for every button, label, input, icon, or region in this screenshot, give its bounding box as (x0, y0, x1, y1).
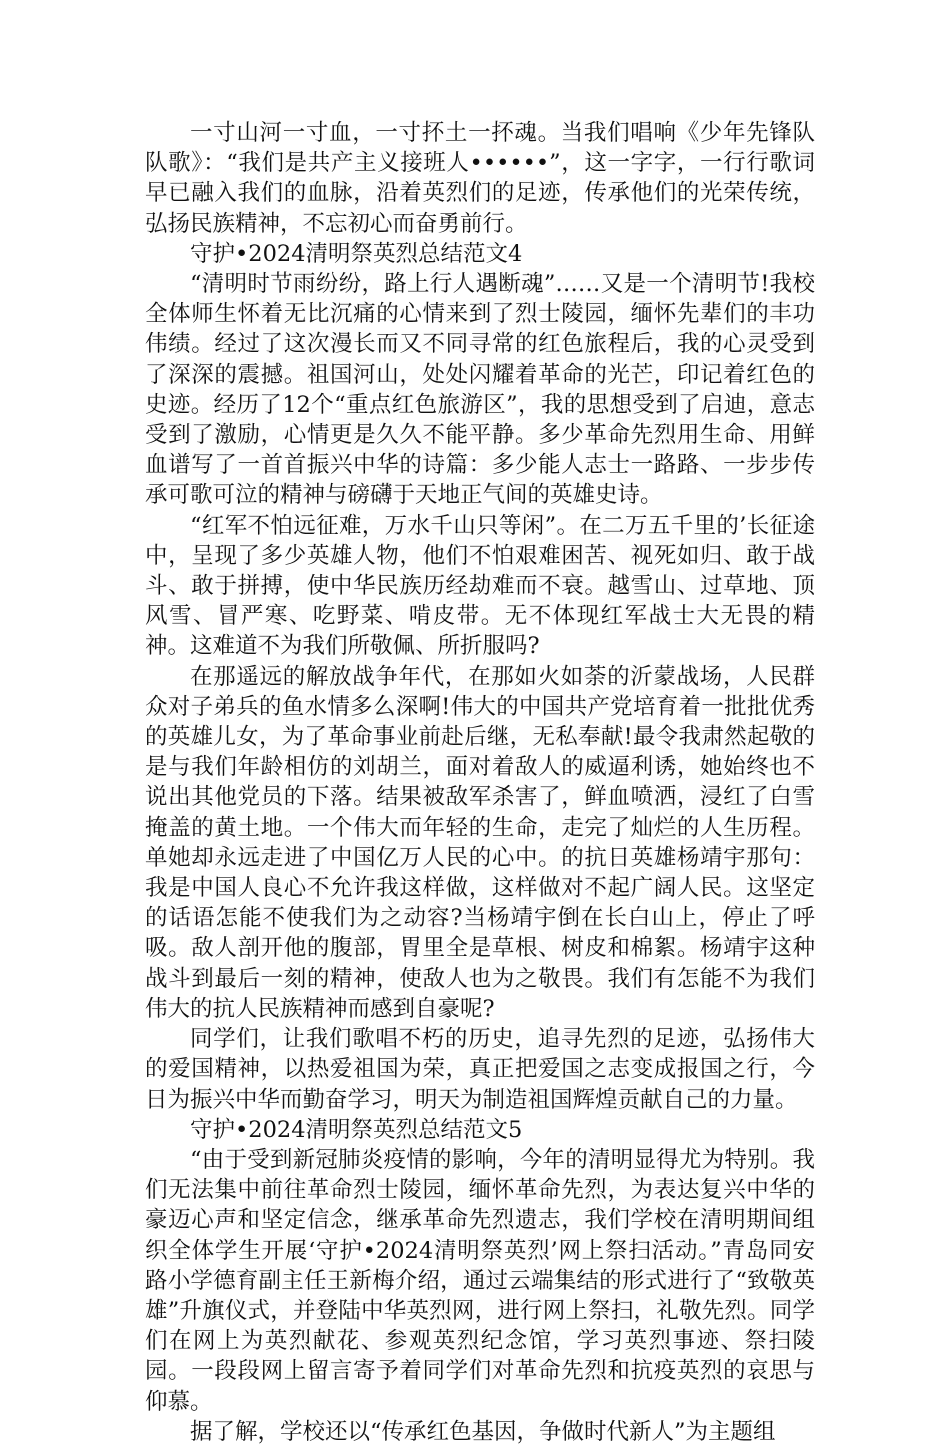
paragraph: “由于受到新冠肺炎疫情的影响，今年的清明显得尤为特别。我们无法集中前往革命烈士陵园，缅怀革命先烈，为表达复兴中华的豪迈心声和坚定信念，继承革命先烈遗志，我们学校在清明期间组织全体学生开展‘守护•2024清明祭英烈’网上祭扫活动。”青岛同安路小学德育副主任王新梅介绍，通过云端集结的形式进行了“致敬英雄”升旗仪式，并登陆中华英烈网，进行网上祭扫，礼敬先烈。同学们在网上为英烈献花、参观英烈纪念馆，学习英烈事迹、祭扫陵园。一段段网上留言寄予着同学们对革命先烈和抗疫英烈的哀思与仰慕。 (145, 1146, 815, 1415)
paragraph: 一寸山河一寸血，一寸抔土一抔魂。当我们唱响《少年先锋队队歌》：“我们是共产主义接班人••••••”，这一字字，一行行歌词早已融入我们的血脉，沿着英烈们的足迹，传承他们的光荣传统，弘扬民族精神，不忘初心而奋勇前行。 (145, 120, 815, 237)
section-heading: 守护•2024清明祭英烈总结范文5 (190, 1116, 523, 1143)
document-page (145, 118, 815, 1447)
paragraph: “红军不怕远征难，万水千山只等闲”。在二万五千里的’长征途中，呈现了多少英雄人物，他们不怕艰难困苦、视死如归、敢于战斗、敢于拼搏，使中华民族历经劫难而不衰。越雪山、过草地、顶风雪、冒严寒、吃野菜、啃皮带。无不体现红军战士大无畏的精神。这难道不为我们所敬佩、所折服吗? (145, 512, 815, 660)
paragraph: “清明时节雨纷纷，路上行人遇断魂”……又是一个清明节!我校全体师生怀着无比沉痛的心情来到了烈士陵园，缅怀先辈们的丰功伟绩。经过了这次漫长而又不同寻常的红色旅程后，我的心灵受到了深深的震撼。祖国河山，处处闪耀着革命的光芒，印记着红色的史迹。经历了12个“重点红色旅游区”，我的思想受到了启迪，意志受到了激励，心情更是久久不能平静。多少革命先烈用生命、用鲜血谱写了一首首振兴中华的诗篇：多少能人志士一路路、一步步传承可歌可泣的精神与磅礴于天地正气间的英雄史诗。 (145, 271, 815, 509)
paragraph: 在那遥远的解放战争年代，在那如火如荼的沂蒙战场，人民群众对子弟兵的鱼水情多么深啊!伟大的中国共产党培育着一批批优秀的英雄儿女，为了革命事业前赴后继，无私奉献!最令我肃然起敬的是与我们年龄相仿的刘胡兰，面对着敌人的威逼利诱，她始终也不说出其他党员的下落。结果被敌军杀害了，鲜血喷洒，浸红了白雪掩盖的黄土地。一个伟大而年轻的生命，走完了灿烂的人生历程。单她却永远走进了中国亿万人民的心中。的抗日英雄杨靖宇那句：我是中国人良心不允许我这样做，这样做对不起广阔人民。这坚定的话语怎能不使我们为之动容?当杨靖宇倒在长白山上，停止了呼吸。敌人剖开他的腹部，胃里全是草根、树皮和棉絮。杨靖宇这种战斗到最后一刻的精神，使敌人也为之敬畏。我们有怎能不为我们伟大的抗人民族精神而感到自豪呢? (145, 663, 815, 1022)
paragraph: 据了解，学校还以“传承红色基因，争做时代新人”为主题组 (190, 1418, 776, 1445)
section-heading: 守护•2024清明祭英烈总结范文4 (190, 240, 523, 267)
paragraph: 同学们，让我们歌唱不朽的历史，追寻先烈的足迹，弘扬伟大的爱国精神，以热爱祖国为荣，真正把爱国之志变成报国之行，今日为振兴中华而勤奋学习，明天为制造祖国辉煌贡献自己的力量。 (145, 1026, 815, 1113)
